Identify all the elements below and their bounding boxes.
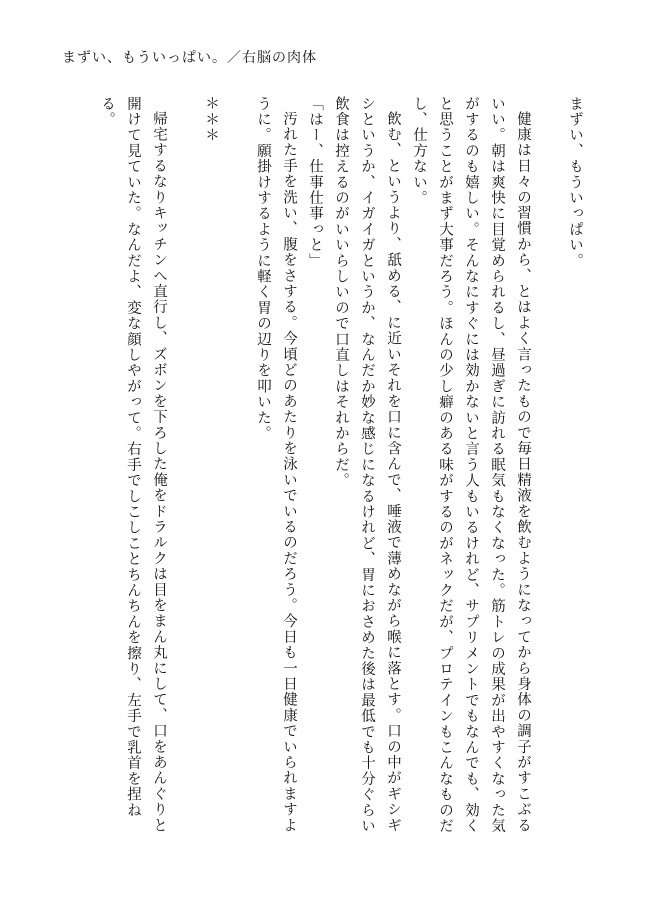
dialogue-line: 「はー、仕事仕事っと」 [307,96,323,269]
blank-line [536,96,562,848]
blank-line [172,96,198,848]
opening-line: まずい、もういっぱい。 [567,96,583,269]
blank-line [224,96,250,848]
paragraph: 健康は日々の習慣から、とはよく言ったもので毎日精液を飲むようになってから身体の調子がすこぶるいい。朝は爽快に目覚められるし、昼過ぎに訪れる眠気もなくなった。筋トレの成果が出やすくなった気がするのも嬉しい。そんなにすぐには効かないと言う人もいるけれど、サプリメントでもなんでも、効くと思うことがまず大事だろう。ほんの少し癖のある味がするのがネックだが、プロテインもこんなものだし、仕方ない。 [411,96,531,834]
paragraph: 帰宅するなりキッチンへ直行し、ズボンを下ろした俺をドラルクは目をまん丸にして、口をあんぐりと開けて見ていた。なんだよ、変な顔しやがって。右手でしこしことちんちんを擦り、左手で乳首を捏ねる。 [99,96,167,833]
paragraph: 飲む、というより、舐める、に近いそれを口に含んで、唾液で薄めながら喉に落とす。口の中がギシギシというか、イガイガというか、なんだか妙な感じになるけれど、胃におさめた後は最低でも十分ぐらい飲食は控えるのがいいらしいので口直しはそれからだ。 [333,96,401,834]
scene-break: ＊＊＊ [203,96,219,144]
paragraph: 汚れた手を洗い、腹をさする。今頃どのあたりを泳いでいるのだろう。今日も一日健康でいられますように。願掛けするように軽く胃の辺りを叩いた。 [255,96,297,833]
body-text [56,96,588,848]
running-header: まずい、もういっぱい。／右脳の肉体 [62,50,317,66]
